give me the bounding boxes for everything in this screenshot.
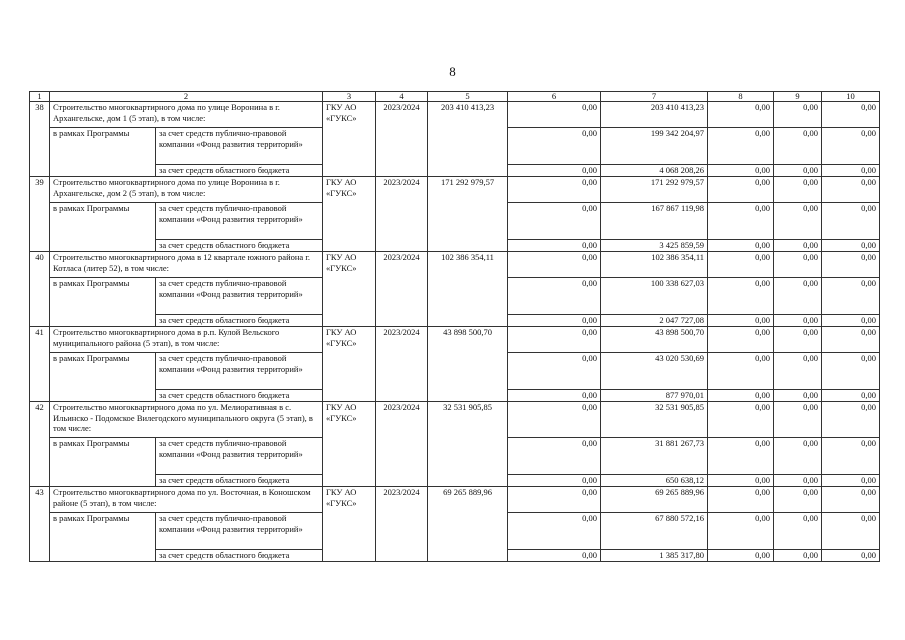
amount-cell: 3 425 859,59 [601, 240, 708, 252]
col-header: 10 [822, 92, 880, 102]
amount-cell: 0,00 [774, 402, 822, 438]
col-header: 4 [376, 92, 428, 102]
regional-budget-label: за счет средств областного бюджета [156, 550, 323, 562]
amount-cell: 0,00 [708, 128, 774, 165]
amount-cell: 171 292 979,57 [601, 177, 708, 203]
col-header: 3 [323, 92, 376, 102]
amount-cell: 0,00 [508, 438, 601, 475]
amount-cell: 0,00 [708, 165, 774, 177]
amount-cell: 0,00 [508, 390, 601, 402]
amount-cell: 0,00 [822, 513, 880, 550]
regional-budget-label: за счет средств областного бюджета [156, 165, 323, 177]
total-amount: 102 386 354,11 [428, 252, 508, 327]
organization: ГКУ АО «ГУКС» [323, 487, 376, 562]
amount-cell: 43 020 530,69 [601, 353, 708, 390]
organization: ГКУ АО «ГУКС» [323, 402, 376, 487]
project-name: Строительство многоквартирного дома по ул. Мелиоративная в с. Ильинско - Подомское Вилегодского муниципального округа (5 этап), в том числе: [50, 402, 323, 438]
amount-cell: 2 047 727,08 [601, 315, 708, 327]
row-number: 40 [30, 252, 50, 327]
project-row [30, 252, 880, 278]
amount-cell: 0,00 [774, 177, 822, 203]
regional-budget-label: за счет средств областного бюджета [156, 475, 323, 487]
row-number: 38 [30, 102, 50, 177]
amount-cell: 102 386 354,11 [601, 252, 708, 278]
amount-cell: 0,00 [508, 475, 601, 487]
amount-cell: 0,00 [822, 390, 880, 402]
amount-cell: 0,00 [774, 240, 822, 252]
program-label: в рамках Программы [50, 128, 156, 177]
amount-cell: 0,00 [708, 240, 774, 252]
organization: ГКУ АО «ГУКС» [323, 177, 376, 252]
amount-cell: 0,00 [708, 315, 774, 327]
amount-cell: 0,00 [508, 315, 601, 327]
total-amount: 32 531 905,85 [428, 402, 508, 487]
project-name: Строительство многоквартирного дома в р.п. Кулой Вельского муниципального района (5 этап), в том числе: [50, 327, 323, 353]
amount-cell: 0,00 [774, 252, 822, 278]
period: 2023/2024 [376, 252, 428, 327]
fund-source-label: за счет средств публично-правовой компании «Фонд развития территорий» [156, 203, 323, 240]
amount-cell: 0,00 [774, 102, 822, 128]
amount-cell: 0,00 [708, 438, 774, 475]
amount-cell: 0,00 [708, 513, 774, 550]
amount-cell: 0,00 [508, 513, 601, 550]
project-row [30, 102, 880, 128]
amount-cell: 0,00 [822, 487, 880, 513]
row-number: 43 [30, 487, 50, 562]
program-label: в рамках Программы [50, 513, 156, 562]
project-row [30, 487, 880, 513]
amount-cell: 0,00 [508, 402, 601, 438]
amount-cell: 0,00 [774, 390, 822, 402]
col-header: 9 [774, 92, 822, 102]
period: 2023/2024 [376, 402, 428, 487]
amount-cell: 0,00 [822, 102, 880, 128]
amount-cell: 0,00 [774, 475, 822, 487]
period: 2023/2024 [376, 102, 428, 177]
col-header: 8 [708, 92, 774, 102]
amount-cell: 0,00 [822, 203, 880, 240]
regional-budget-label: за счет средств областного бюджета [156, 315, 323, 327]
amount-cell: 0,00 [822, 165, 880, 177]
row-number: 39 [30, 177, 50, 252]
amount-cell: 0,00 [708, 177, 774, 203]
amount-cell: 0,00 [822, 278, 880, 315]
project-name: Строительство многоквартирного дома в 12 квартале южного района г. Котласа (литер 52), в том числе: [50, 252, 323, 278]
period: 2023/2024 [376, 327, 428, 402]
page-number: 8 [449, 64, 456, 79]
regional-budget-label: за счет средств областного бюджета [156, 240, 323, 252]
period: 2023/2024 [376, 177, 428, 252]
amount-cell: 0,00 [708, 327, 774, 353]
amount-cell: 0,00 [822, 475, 880, 487]
amount-cell: 199 342 204,97 [601, 128, 708, 165]
amount-cell: 4 068 208,26 [601, 165, 708, 177]
amount-cell: 0,00 [822, 438, 880, 475]
col-header: 5 [428, 92, 508, 102]
amount-cell: 0,00 [774, 550, 822, 562]
amount-cell: 0,00 [774, 327, 822, 353]
amount-cell: 0,00 [708, 487, 774, 513]
col-header: 6 [508, 92, 601, 102]
program-label: в рамках Программы [50, 203, 156, 252]
regional-budget-label: за счет средств областного бюджета [156, 390, 323, 402]
amount-cell: 0,00 [708, 102, 774, 128]
amount-cell: 67 880 572,16 [601, 513, 708, 550]
amount-cell: 0,00 [708, 390, 774, 402]
amount-cell: 0,00 [774, 278, 822, 315]
amount-cell: 0,00 [508, 240, 601, 252]
col-header: 7 [601, 92, 708, 102]
fund-source-label: за счет средств публично-правовой компании «Фонд развития территорий» [156, 128, 323, 165]
amount-cell: 0,00 [774, 128, 822, 165]
amount-cell: 32 531 905,85 [601, 402, 708, 438]
amount-cell: 0,00 [508, 487, 601, 513]
amount-cell: 1 385 317,80 [601, 550, 708, 562]
amount-cell: 167 867 119,98 [601, 203, 708, 240]
amount-cell: 0,00 [822, 315, 880, 327]
amount-cell: 0,00 [774, 353, 822, 390]
amount-cell: 0,00 [822, 252, 880, 278]
amount-cell: 0,00 [774, 513, 822, 550]
amount-cell: 0,00 [708, 252, 774, 278]
amount-cell: 0,00 [774, 315, 822, 327]
total-amount: 43 898 500,70 [428, 327, 508, 402]
amount-cell: 0,00 [508, 353, 601, 390]
program-label: в рамках Программы [50, 278, 156, 327]
amount-cell: 69 265 889,96 [601, 487, 708, 513]
organization: ГКУ АО «ГУКС» [323, 102, 376, 177]
amount-cell: 0,00 [774, 438, 822, 475]
amount-cell: 0,00 [774, 487, 822, 513]
amount-cell: 0,00 [774, 165, 822, 177]
project-name: Строительство многоквартирного дома по ул. Восточная, в Коношском районе (5 этап), в том числе: [50, 487, 323, 513]
project-name: Строительство многоквартирного дома по улице Воронина в г. Архангельске, дом 2 (5 этап), в том числе: [50, 177, 323, 203]
project-row [30, 327, 880, 353]
amount-cell: 203 410 413,23 [601, 102, 708, 128]
amount-cell: 0,00 [708, 278, 774, 315]
organization: ГКУ АО «ГУКС» [323, 252, 376, 327]
total-amount: 171 292 979,57 [428, 177, 508, 252]
amount-cell: 0,00 [508, 252, 601, 278]
amount-cell: 0,00 [508, 550, 601, 562]
amount-cell: 0,00 [508, 327, 601, 353]
amount-cell: 0,00 [508, 165, 601, 177]
amount-cell: 0,00 [508, 278, 601, 315]
fund-source-label: за счет средств публично-правовой компании «Фонд развития территорий» [156, 438, 323, 475]
amount-cell: 0,00 [708, 475, 774, 487]
amount-cell: 0,00 [822, 128, 880, 165]
period: 2023/2024 [376, 487, 428, 562]
col-header: 2 [50, 92, 323, 102]
project-row [30, 402, 880, 438]
fund-source-label: за счет средств публично-правовой компании «Фонд развития территорий» [156, 513, 323, 550]
table-body [30, 102, 880, 562]
program-label: в рамках Программы [50, 438, 156, 487]
amount-cell: 100 338 627,03 [601, 278, 708, 315]
fund-source-label: за счет средств публично-правовой компании «Фонд развития территорий» [156, 278, 323, 315]
fund-source-label: за счет средств публично-правовой компании «Фонд развития территорий» [156, 353, 323, 390]
amount-cell: 0,00 [822, 240, 880, 252]
amount-cell: 0,00 [708, 353, 774, 390]
amount-cell: 0,00 [822, 353, 880, 390]
amount-cell: 0,00 [708, 402, 774, 438]
amount-cell: 31 881 267,73 [601, 438, 708, 475]
project-name: Строительство многоквартирного дома по улице Воронина в г. Архангельске, дом 1 (5 этап), в том числе: [50, 102, 323, 128]
budget-table [29, 91, 880, 562]
amount-cell: 43 898 500,70 [601, 327, 708, 353]
organization: ГКУ АО «ГУКС» [323, 327, 376, 402]
table-header-row [30, 92, 880, 102]
amount-cell: 0,00 [822, 177, 880, 203]
amount-cell: 0,00 [508, 177, 601, 203]
amount-cell: 0,00 [708, 550, 774, 562]
amount-cell: 0,00 [508, 203, 601, 240]
project-row [30, 177, 880, 203]
amount-cell: 0,00 [822, 402, 880, 438]
amount-cell: 0,00 [774, 203, 822, 240]
row-number: 41 [30, 327, 50, 402]
amount-cell: 0,00 [508, 102, 601, 128]
amount-cell: 0,00 [708, 203, 774, 240]
amount-cell: 877 970,01 [601, 390, 708, 402]
amount-cell: 650 638,12 [601, 475, 708, 487]
row-number: 42 [30, 402, 50, 487]
total-amount: 69 265 889,96 [428, 487, 508, 562]
program-label: в рамках Программы [50, 353, 156, 402]
amount-cell: 0,00 [822, 550, 880, 562]
amount-cell: 0,00 [508, 128, 601, 165]
amount-cell: 0,00 [822, 327, 880, 353]
col-header: 1 [30, 92, 50, 102]
total-amount: 203 410 413,23 [428, 102, 508, 177]
